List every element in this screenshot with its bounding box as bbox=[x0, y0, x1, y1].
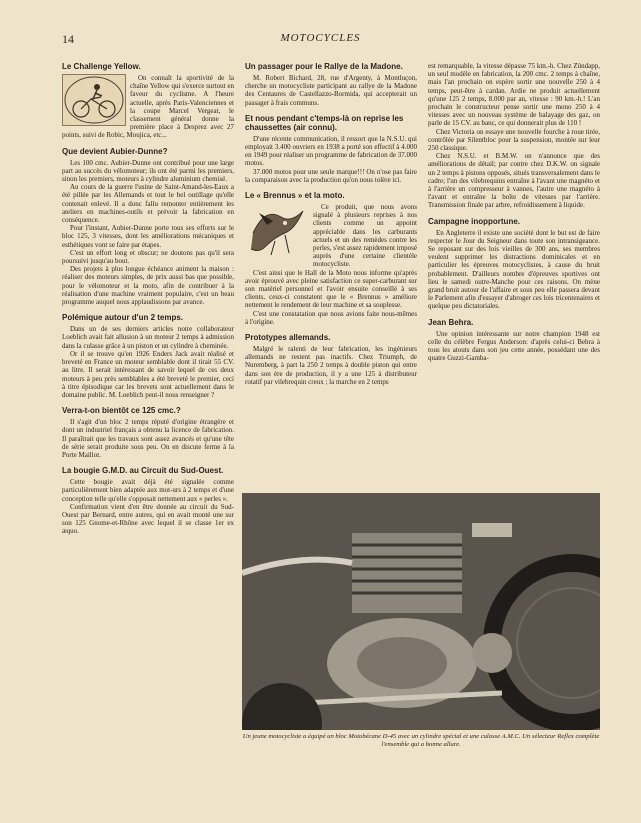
article-heading: Prototypes allemands. bbox=[245, 333, 331, 343]
column-2 bbox=[245, 62, 417, 386]
article-heading: La bougie G.M.D. au Circuit du Sud-Ouest. bbox=[62, 466, 224, 476]
article-heading: Campagne inopportune. bbox=[428, 216, 520, 226]
article-heading: Le Challenge Yellow. bbox=[62, 62, 141, 71]
article-paragraph: Pour l'instant, Aubier-Dunne porte tous ses efforts sur le bloc 125, 3 vitesses, dont les améliorations mécaniques et esthétiques vont se faire par étapes. bbox=[62, 224, 234, 249]
article-heading: Et nous pendant c'temps-là on reprise les chaussettes (air connu). bbox=[245, 113, 404, 132]
article-paragraph: Or il se trouve qu'en 1926 Enders Jack avait réalisé et breveté en France un moteur semblable dont il tirait 55 CV. au litre. Il serait intéressant de savoir lequel de ces deux moteurs à peu près semblables a été breveté le premier, ceci à titre épisodique car les brevets sont actuellement dans le domaine public. M. Loeblich peut-il nous renseigner ? bbox=[62, 349, 234, 399]
article-heading: Un passager pour le Rallye de la Madone. bbox=[245, 62, 403, 71]
article-paragraph: M. Robert Bichard, 28, rue d'Argenty, à Montluçon, cherche un motocycliste participant au rallye de la Madone des Centaures de Castellazzo-Bormida, qui accepterait un passager à frais communs. bbox=[245, 74, 417, 107]
article-paragraph: est remarquable, la vitesse dépasse 75 km.-h. Chez Zündapp, un seul modèle en fabrication, la 200 cmc. 2 temps à chaîne, mais l'an prochain on espère sortir une nouvelle 250 à 4 temps, peut-être à cardan. Ardie ne produit actuellement qu'une 125 2 temps, 8.000 par an, vitesse : 90 km.-h.! L'an prochain le constructeur pense sortir une mono 250 à 4 vitesses avec un nouveau système de balayage des gaz, on parle de 15 CV. au banc, ce qui donnerait plus de 110 ! bbox=[428, 62, 600, 128]
engine-photo bbox=[242, 493, 600, 730]
column-3 bbox=[428, 62, 600, 363]
article-paragraph: Il s'agit d'un bloc 2 temps réputé d'origine étrangère et dont un industriel français a obtenu la licence de fabrication. Il paraîtrait que les travaux sont assez avancés et qu'une tête de série serait produite sous peu. On en discute ferme à la Porte Maillot. bbox=[62, 418, 234, 459]
article-paragraph: Les 100 cmc. Aubier-Dunne ont contribué pour une large part au succès du vélomoteur; ils ont été parmi les premiers, sinon les premiers, moteurs à cylindre aluminium chemisé. bbox=[62, 158, 234, 184]
article-paragraph: D'une récente communication, il ressort que la N.S.U. qui employait 3.400 ouvriers en 1938 a porté son effectif à 4.000 en 1949 pour réaliser un programme de fabrication de 37.000 motos. bbox=[245, 134, 417, 168]
article-text: On connaît la sportivité de la chaîne Yellow qui s'exerce surtout en faveur du cyclisme. A l'heure actuelle, après Paris-Valenciennes et la coupe Marcel Vergeat, le classement général donne la première place à Desprez avec 27 points, suivi de Robic, Moujica, etc... bbox=[62, 74, 234, 140]
article-paragraph: Chez N.S.U. et B.M.W. on n'annonce que des améliorations de détail; par contre chez D.K.W. on signale un 2 temps à pistons opposés, situés transversalement dans le cadre; l'un des vilebrequins entraîne à l'avant une magnéto et à l'arrière un compresseur à vannes, l'autre une magnéto à l'avant et entraîne la boîte de vitesses par l'arrière. Transmission finale par arbre, refroidissement à liquide. bbox=[428, 152, 600, 210]
cyclist-illustration bbox=[62, 74, 126, 126]
article-paragraph: C'est un effort long et obscur; ne doutons pas qu'il sera poursuivi jusqu'au bout. bbox=[62, 248, 234, 266]
article-paragraph: 37.000 motos pour une seule marque!!! On n'ose pas faire la comparaison avec la production qu'on nous tolère ici. bbox=[245, 167, 417, 184]
article-paragraph: Malgré le ralenti de leur fabrication, les ingénieurs allemands ne restent pas inactifs. Chez Triumph, de Nuremberg, à part la 250 2 temps à double piston qui entre dans son ère de production, il y a une 125 à distributeur rotatif par vilebrequin creux ; la marche en 2 temps bbox=[245, 345, 417, 386]
article-paragraph: Confirmation vient d'en être donnée au circuit du Sud-Ouest par Bernard, entre autres, qui en avait monté une sur son 125 Gnome-et-Rhône avec lequel il se classe 1er ex æquo. bbox=[62, 502, 234, 536]
brennus-dragon-illustration bbox=[245, 203, 309, 259]
article-paragraph: Dans un de ses derniers articles notre collaborateur Loeblich avait fait allusion à un moteur 2 temps à admission dans la culasse grâce à un piston et un cylindre à cheminée. bbox=[62, 325, 234, 350]
article-paragraph bbox=[245, 203, 417, 269]
photo-caption: Un jeune motocycliste a équipé un bloc Motobécane D-45 avec un cylindre spécial et une culasse A.M.C. Un sélecteur Reflex complète l'ensemble qui a bonne allure. bbox=[242, 733, 600, 748]
article-paragraph: En Angleterre il existe une société dont le but est de faire respecter le Jour du Seigneur dans toute son intransigeance. Se reposant sur des lois vieilles de 300 ans, ses membres veulent supprimer les distractions dominicales et en particulier les épreuves motocyclistes, à cause du bruit probablement. D'ailleurs nombre d'épreuves sportives ont lieu le samedi outre-Manche pour ces raisons. On mène grand bruit autour de l'affaire et sous peu elle passera devant le Parlement afin d'essayer d'abroger ces lois tricentenaires et quelque peu dictatoriales. bbox=[428, 228, 600, 311]
article-heading: Verra-t-on bientôt ce 125 cmc.? bbox=[62, 406, 181, 416]
article-heading: Polémique autour d'un 2 temps. bbox=[62, 313, 184, 323]
article-heading: Que devient Aubier-Dunne? bbox=[62, 146, 168, 156]
article-heading: Jean Behra. bbox=[428, 317, 474, 327]
article-paragraph: Au cours de la guerre l'usine de Saint-Amand-les-Eaux a été pillée par les Allemands et tout le bel outillage qu'elle contenait enlevé. Il a donc fallu remonter entièrement les ateliers en machines-outils et prévoir la fabrication en conséquence. bbox=[62, 183, 234, 225]
article-paragraph: Une opinion intéressante sur notre champion 1948 est celle du célèbre Fergus Anderson: d'après celui-ci Behra à tous les atouts dans son jeu cette année, possédant une des quatre Guzzi-Gamba- bbox=[428, 329, 600, 363]
article-heading: Le « Brennus » et la moto. bbox=[245, 191, 345, 201]
column-1 bbox=[62, 62, 234, 536]
article-paragraph: Chez Victoria on essaye une nouvelle fourche à roue tirée, contrôlée par Silentbloc pour la suspension, montée sur leur 250 classique. bbox=[428, 127, 600, 153]
article-paragraph: C'est ainsi que le Hall de la Moto nous informe qu'après avoir éprouvé avec pleine satisfaction ce super-carburant sur son matériel personnel et l'avoir ensuite conseillé à ses clients, ceux-ci constatent que le « Brennus » améliore nettement le rendement de leur machine et sa souplesse. bbox=[245, 268, 417, 310]
article-paragraph: Des projets à plus longue échéance animent la maison : réaliser des moteurs simples, de prix aussi bas que possible, pour le vélomoteur et la moto, afin de contribuer à la réalisation d'une machine vraiment populaire, c'est un beau programme auquel nous applaudissons par avance. bbox=[62, 265, 234, 307]
article-paragraph: C'est une constatation que nous avions faite nous-mêmes à l'origine. bbox=[245, 309, 417, 326]
article-paragraph bbox=[62, 74, 234, 140]
article-paragraph: Cette bougie avait déjà été signalée comme particulièrement bien adaptée aux mot-urs à 2 temps et d'une conception telle qu'elle s'opposait nettement aux « perles ». bbox=[62, 478, 234, 503]
page-number: 14 bbox=[62, 32, 74, 46]
running-header: MOTOCYCLES bbox=[280, 32, 361, 44]
article-text: Ce produit, que nous avons signalé à plusieurs reprises à nos clients comme un appoint appréciable dans les carburants actuels et un des remèdes contre les perles, s'est assez rapidement imposé auprès d'une certaine clientèle motocycliste. bbox=[313, 203, 417, 269]
